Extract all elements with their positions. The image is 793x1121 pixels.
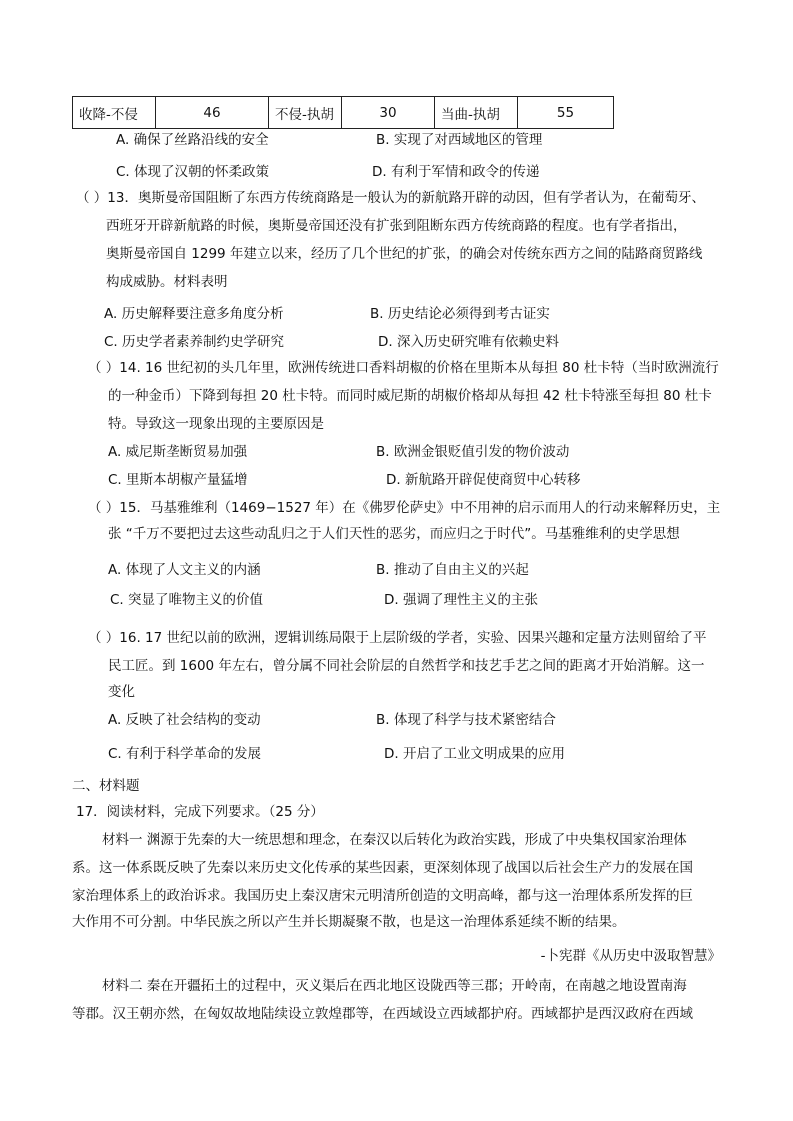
q16-option-b: B. 体现了科学与技术紧密结合 bbox=[376, 712, 556, 728]
q13-stem-line: 奥斯曼帝国自 1299 年建立以来，经历了几个世纪的扩张，的确会对传统东西方之间的陆路商贸路线 bbox=[106, 246, 703, 262]
q13-option-d: D. 深入历史研究唯有依赖史料 bbox=[378, 334, 559, 350]
q15-option-d: D. 强调了理性主义的主张 bbox=[384, 592, 538, 608]
material-1-line: 材料一 渊源于先秦的大一统思想和理念，在秦汉以后转化为政治实践，形成了中央集权国家治理体 bbox=[102, 832, 687, 848]
section-heading: 二、材料题 bbox=[72, 778, 140, 794]
q13-stem-line: 西班牙开辟新航路的时候，奥斯曼帝国还没有扩张到阻断东西方传统商路的程度。也有学者指出， bbox=[106, 218, 687, 234]
q16-stem-line: 变化 bbox=[108, 684, 135, 700]
q15-stem-line: 张 “千万不要把过去这些动乱归之于人们天性的恶劣，而应归之于时代”。马基雅维利的史学思想 bbox=[108, 526, 680, 542]
table-cell: 收降-不侵 bbox=[73, 97, 156, 129]
q14-option-a: A. 威尼斯垄断贸易加强 bbox=[108, 444, 248, 460]
table-cell: 30 bbox=[342, 97, 435, 129]
material-1-line: 大作用不可分割。中华民族之所以产生并长期凝聚不散，也是这一治理体系延续不断的结果。 bbox=[72, 914, 626, 930]
q16-stem-line: 民工匠。到 1600 年左右，曾分属不同社会阶层的自然哲学和技艺手艺之间的距离才开始消解。这一 bbox=[108, 658, 705, 674]
material-1-line: 家治理体系上的政治诉求。我国历史上秦汉唐宋元明清所创造的文明高峰，都与这一治理体系所发挥的巨 bbox=[72, 888, 693, 904]
q16-option-c: C. 有利于科学革命的发展 bbox=[108, 746, 262, 762]
data-table bbox=[72, 96, 614, 129]
table-cell: 55 bbox=[518, 97, 614, 129]
material-1-line: 系。这一体系既反映了先秦以来历史文化传承的某些因素，更深刻体现了战国以后社会生产力的发展在国 bbox=[72, 860, 693, 876]
q15-option-c: C. 突显了唯物主义的价值 bbox=[110, 592, 264, 608]
q16-option-d: D. 开启了工业文明成果的应用 bbox=[384, 746, 565, 762]
table-cell: 当曲-执胡 bbox=[435, 97, 518, 129]
q13-option-a: A. 历史解释要注意多角度分析 bbox=[104, 306, 284, 322]
q13-stem-line: （ ）13．奥斯曼帝国阻断了东西方传统商路是一般认为的新航路开辟的动因，但有学者认为，在葡萄牙、 bbox=[76, 190, 705, 206]
table-cell: 不侵-执胡 bbox=[269, 97, 342, 129]
q12-option-b: B. 实现了对西域地区的管理 bbox=[376, 132, 543, 148]
q13-option-b: B. 历史结论必须得到考古证实 bbox=[370, 306, 550, 322]
q15-stem-line: （ ）15．马基雅维利（1469−1527 年）在《佛罗伦萨史》中不用神的启示而用人的行动来解释历史，主 bbox=[88, 500, 721, 516]
q12-option-d: D. 有利于军情和政令的传递 bbox=[372, 164, 540, 180]
q16-option-a: A. 反映了社会结构的变动 bbox=[108, 712, 261, 728]
material-1-source: -卜宪群《从历史中汲取智慧》 bbox=[540, 948, 721, 964]
q14-option-b: B. 欧洲金银贬值引发的物价波动 bbox=[376, 444, 570, 460]
q14-stem-line: 特。导致这一现象出现的主要原因是 bbox=[108, 416, 324, 432]
q14-stem-line: （ ）14. 16 世纪初的头几年里，欧洲传统进口香料胡椒的价格在里斯本从每担 80 杜卡特（当时欧洲流行 bbox=[88, 360, 719, 376]
q13-stem-line: 构成威胁。材料表明 bbox=[106, 274, 228, 290]
q14-option-c: C. 里斯本胡椒产量猛增 bbox=[108, 472, 248, 488]
q16-stem-line: （ ）16. 17 世纪以前的欧洲，逻辑训练局限于上层阶级的学者，实验、因果兴趣和定量方法则留给了平 bbox=[88, 630, 707, 646]
table-cell: 46 bbox=[156, 97, 269, 129]
q12-option-a: A. 确保了丝路沿线的安全 bbox=[116, 132, 269, 148]
q15-option-a: A. 体现了人文主义的内涵 bbox=[108, 562, 261, 578]
table-row bbox=[73, 97, 614, 129]
q12-option-c: C. 体现了汉朝的怀柔政策 bbox=[116, 164, 270, 180]
q14-stem-line: 的一种金币）下降到每担 20 杜卡特。而同时威尼斯的胡椒价格却从每担 42 杜卡特涨至每担 80 杜卡 bbox=[108, 388, 712, 404]
q14-option-d: D. 新航路开辟促使商贸中心转移 bbox=[386, 472, 581, 488]
q15-option-b: B. 推动了自由主义的兴起 bbox=[376, 562, 529, 578]
q17-title: 17．阅读材料，完成下列要求。（25 分） bbox=[76, 804, 324, 820]
q13-option-c: C. 历史学者素养制约史学研究 bbox=[104, 334, 285, 350]
material-2-line: 材料二 秦在开疆拓土的过程中，灭义渠后在西北地区设陇西等三郡；开岭南，在南越之地设置南海 bbox=[102, 978, 687, 994]
material-2-line: 等郡。汉王朝亦然，在匈奴故地陆续设立敦煌郡等，在西域设立西域都护府。西域都护是西汉政府在西域 bbox=[72, 1006, 693, 1022]
